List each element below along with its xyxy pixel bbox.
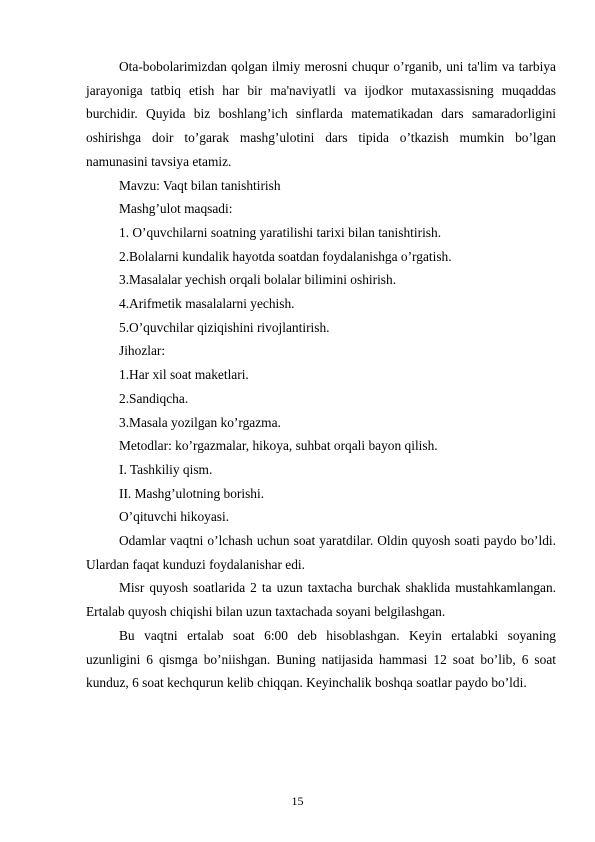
list-item-goal-5: 5.O’quvchilar qiziqishini rivojlantirish. bbox=[119, 319, 330, 335]
paragraph-egypt-sundial: Misr quyosh soatlarida 2 ta uzun taxtacha burchak shaklida mustahkamlangan. Ertalab quyosh chiqishi bilan uzun taxtachada soyani belgilashgan. bbox=[86, 580, 556, 620]
section-heading-organizational: I. Tashkiliy qism. bbox=[119, 461, 213, 477]
list-item-goal-3: 3.Masalalar yechish orqali bolalar bilimini oshirish. bbox=[119, 272, 397, 288]
section-heading-lesson-flow: II. Mashg’ulotning borishi. bbox=[119, 485, 265, 501]
paragraph-time-division: Bu vaqtni ertalab soat 6:00 deb hisoblashgan. Keyin ertalabki soyaning uzunligini 6 qismga bo’niishgan. Buning natijasida hammasi 12 soat bo’lib, 6 soat kunduz, 6 soat kechqurun kelib chiqqan. Keyinchalik boshqa soatlar paydo bo’ldi. bbox=[86, 627, 556, 691]
paragraph-goal-heading: Mashg’ulot maqsadi: bbox=[119, 201, 233, 217]
document-body bbox=[86, 55, 556, 695]
paragraph-intro: Ota-bobolarimizdan qolgan ilmiy merosni chuqur o’rganib, uni ta'lim va tarbiya jarayoniga tatbiq etish har bir ma'naviyatli va ijodkor mutaxassisning muqaddas burchidir. Quyida biz boshlang’ich sinflarda matematikadan dars samaradorligini oshirishga doir to’garak mashg’ulotini dars tipida o’tkazish mumkin bo’lgan namunasini tavsiya etamiz. bbox=[86, 59, 556, 169]
list-item-goal-4: 4.Arifmetik masalalarni yechish. bbox=[119, 296, 295, 312]
list-item-equipment-1: 1.Har xil soat maketlari. bbox=[119, 367, 249, 383]
paragraph-topic: Mavzu: Vaqt bilan tanishtirish bbox=[119, 177, 281, 193]
paragraph-methods: Metodlar: ko’rgazmalar, hikoya, suhbat orqali bayon qilish. bbox=[119, 438, 438, 454]
paragraph-teacher-story: O’qituvchi hikoyasi. bbox=[119, 509, 230, 525]
list-item-equipment-3: 3.Masala yozilgan ko’rgazma. bbox=[119, 414, 281, 430]
list-item-goal-1: 1. O’quvchilarni soatning yaratilishi tarixi bilan tanishtirish. bbox=[119, 224, 442, 240]
paragraph-sundial-origin: Odamlar vaqtni o’lchash uchun soat yaratdilar. Oldin quyosh soati paydo bo’ldi. Ulardan faqat kunduzi foydalanishar edi. bbox=[86, 533, 556, 572]
list-item-equipment-2: 2.Sandiqcha. bbox=[119, 390, 189, 406]
page-number: 15 bbox=[291, 794, 304, 808]
paragraph-equipment-heading: Jihozlar: bbox=[119, 343, 166, 359]
list-item-goal-2: 2.Bolalarni kundalik hayotda soatdan foydalanishga o’rgatish. bbox=[119, 248, 452, 264]
